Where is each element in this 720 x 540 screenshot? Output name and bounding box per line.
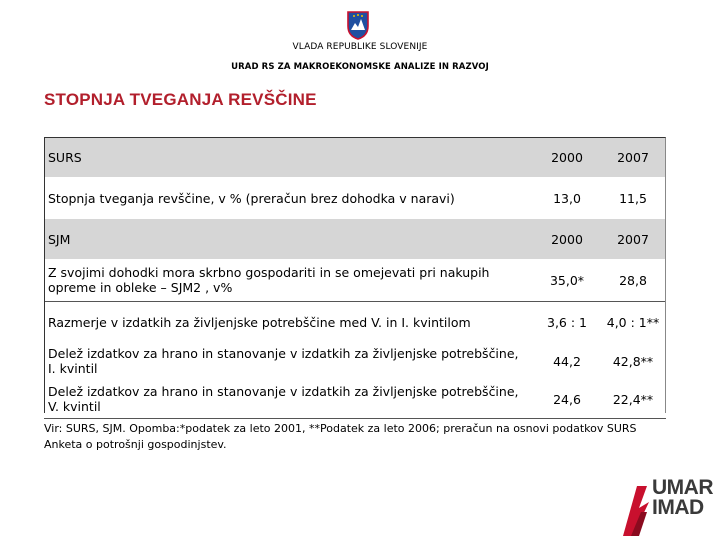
row-label-text: Delež izdatkov za hrano in stanovanje v izdatkih za življenjske potrebščine, I. kvintil <box>48 346 519 376</box>
column-header-year: 2007 <box>617 149 649 165</box>
logo-line1: UMAR <box>652 476 713 499</box>
logo-line2: IMAD <box>652 496 704 519</box>
table-row <box>44 259 666 302</box>
section-source: SURS <box>48 149 82 165</box>
row-label: Stopnja tveganja revščine, v % (preračun brez dohodka v naravi) <box>48 190 455 206</box>
row-label-text: Z svojimi dohodki mora skrbno gospodariti in se omejevati pri nakupih opreme in obleke – SJM2 , v% <box>48 265 490 295</box>
table-row <box>44 342 666 380</box>
office-name: URAD RS ZA MAKROEKONOMSKE ANALIZE IN RAZVOJ <box>231 62 489 72</box>
logo-wordmark <box>652 478 713 518</box>
row-label <box>44 259 534 302</box>
table-row <box>44 302 666 343</box>
row-label <box>44 380 534 419</box>
row-value: 11,5 <box>619 190 647 206</box>
row-value: 4,0 : 1** <box>606 314 660 330</box>
row-value: 35,0* <box>534 259 600 302</box>
section-source: SJM <box>48 231 71 247</box>
poverty-risk-table <box>44 137 666 419</box>
row-value: 44,2 <box>553 353 581 369</box>
coat-of-arms-icon <box>346 10 370 40</box>
row-value: 28,8 <box>600 259 666 302</box>
row-label-text: Delež izdatkov za hrano in stanovanje v izdatkih za življenjske potrebščine, V. kvintil <box>48 384 519 414</box>
table-section-header <box>44 219 666 259</box>
row-value: 22,4** <box>600 380 666 419</box>
government-name: VLADA REPUBLIKE SLOVENIJE <box>292 42 428 52</box>
table-row <box>44 380 666 419</box>
row-label: Razmerje v izdatkih za življenjske potrebščine med V. in I. kvintilom <box>48 314 471 330</box>
page-title: STOPNJA TVEGANJA REVŠČINE <box>44 90 317 109</box>
table-section-header <box>44 137 666 177</box>
row-label <box>44 342 534 380</box>
column-header-year: 2000 <box>551 149 583 165</box>
row-value: 13,0 <box>553 190 581 206</box>
source-note: Vir: SURS, SJM. Opomba:*podatek za leto 2001, **Podatek za leto 2006; preračun na osnovi podatkov SURS Anketa o potrošnji gospodinjstev. <box>44 422 637 451</box>
row-value: 3,6 : 1 <box>547 314 587 330</box>
column-header-year: 2000 <box>551 231 583 247</box>
table-row <box>44 177 666 219</box>
row-value: 42,8** <box>612 353 654 369</box>
row-value: 24,6 <box>534 380 600 419</box>
column-header-year: 2007 <box>617 231 649 247</box>
